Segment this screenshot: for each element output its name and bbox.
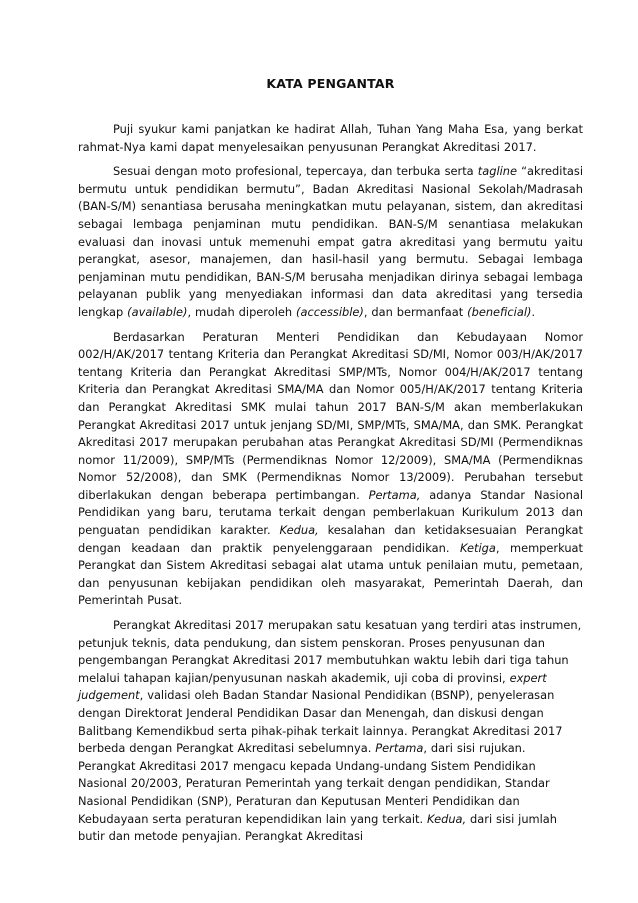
paragraph-3 [78,329,583,611]
text-run: Puji syukur kami panjatkan ke hadirat Allah, Tuhan Yang Maha Esa, yang berkat rahmat-Nya kami dapat menyelesaikan penyusunan Perangkat Akreditasi 2017. [78,122,583,154]
italic-text: (available) [127,304,188,319]
paragraph-4 [78,617,583,846]
page-title: KATA PENGANTAR [266,76,395,91]
text-run: Perangkat Akreditasi 2017 merupakan satu kesatuan yang terdiri atas instrumen, petunjuk teknis, data pendukung, dan sistem penskoran. Proses penyusunan dan pengembangan Perangkat Akreditasi 2017 membutuhkan waktu lebih dari tiga tahun melalui tahapan kajian/penyusunan naskah akademik, uji coba di provinsi, [78,618,582,685]
text-run: Sesuai dengan moto profesional, tepercaya, dan terbuka serta [113,164,478,179]
italic-text: Kedua, [427,811,467,826]
text-run: kesalahan dan ketidaksesuaian Perangkat dengan keadaan dan praktik penyelenggaraan pendidikan. [78,523,583,555]
text-run: . [531,304,536,319]
italic-text: Pertama [375,741,424,756]
text-run: “akreditasi bermutu untuk pendidikan bermutu”, Badan Akreditasi Nasional Sekolah/Madrasah (BAN-S/M) senantiasa berusaha meningkatkan mutu pelayanan, sistem, dan akreditasi sebagai lembaga penjaminan mutu pendidikan. BAN-S/M senantiasa melakukan evaluasi dan inovasi untuk memenuhi empat gatra akreditasi yang bermutu yaitu perangkat, asesor, manajemen, dan hasil-hasil yang bermutu. Sebagai lembaga penjaminan mutu pendidikan, BAN-S/M berusaha menjadikan dirinya sebagai lembaga pelayanan publik yang menyediakan informasi dan data akreditasi yang tersedia lengkap [78,164,583,319]
text-run: adanya Standar Nasional Pendidikan yang baru, terutama terkait dengan pemberlakuan Kurikulum 2013 dan penguatan pendidikan karakter. [78,487,583,538]
italic-text: Ketiga [459,540,496,555]
italic-text: Kedua, [279,523,319,538]
paragraph-2 [78,163,583,321]
italic-text: Pertama, [368,487,421,502]
body-text [78,121,583,846]
text-run: , validasi oleh Badan Standar Nasional Pendidikan (BSNP), penyelerasan dengan Direktorat Jenderal Pendidikan Dasar dan Menengah, dan diskusi dengan Balitbang Kemendikbud serta pihak-pihak terkait lainnya. Perangkat Akreditasi 2017 berbeda dengan Perangkat Akreditasi sebelumnya. [78,688,563,756]
italic-text: expert judgement [78,670,547,703]
text-run: , mudah diperoleh [187,304,297,319]
text-run: , dari sisi rujukan. Perangkat Akreditasi 2017 mengacu kepada Undang-undang Sistem Pendidikan Nasional 20/2003, Peraturan Pemerintah yang terkait dengan pendidikan, Standar Nasional Pendidikan (SNP), Peraturan dan Keputusan Menteri Pendidikan dan Kebudayaan serta peraturan kependidikan lain yang terkait. [78,741,550,826]
text-run: , dan bermanfaat [363,304,468,319]
italic-text: (accessible) [296,304,364,319]
text-run: dari sisi jumlah butir dan metode penyajian. Perangkat Akreditasi [78,811,558,844]
text-run: , memperkuat Perangkat dan Sistem Akreditasi sebagai alat utama untuk penilaian mutu, pemetaan, dan penyusunan kebijakan pendidikan oleh masyarakat, Pemerintah Daerah, dan Pemerintah Pusat. [78,540,584,608]
italic-text: tagline [477,164,518,179]
italic-text: (beneficial) [467,304,532,319]
text-run: Berdasarkan Peraturan Menteri Pendidikan dan Kebudayaan Nomor 002/H/AK/2017 tentang Kriteria dan Perangkat Akreditasi SD/MI, Nomor 003/H/AK/2017 tentang Kriteria dan Perangkat Akreditasi SMP/MTs, Nomor 004/H/AK/2017 tentang Kriteria dan Perangkat Akreditasi SMA/MA dan Nomor 005/H/AK/2017 tentang Kriteria dan Perangkat Akreditasi SMK mulai tahun 2017 BAN-S/M akan memberlakukan Perangkat Akreditasi 2017 untuk jenjang SD/MI, SMP/MTs, SMA/MA, dan SMK. Perangkat Akreditasi 2017 merupakan perubahan atas Perangkat Akreditasi SD/MI (Permendiknas nomor 11/2009), SMP/MTs (Permendiknas Nomor 12/2009), SMA/MA (Permendiknas Nomor 52/2008), dan SMK (Permendiknas Nomor 13/2009). Perubahan tersebut diberlakukan dengan beberapa pertimbangan. [78,329,583,502]
paragraph-1 [78,121,583,156]
